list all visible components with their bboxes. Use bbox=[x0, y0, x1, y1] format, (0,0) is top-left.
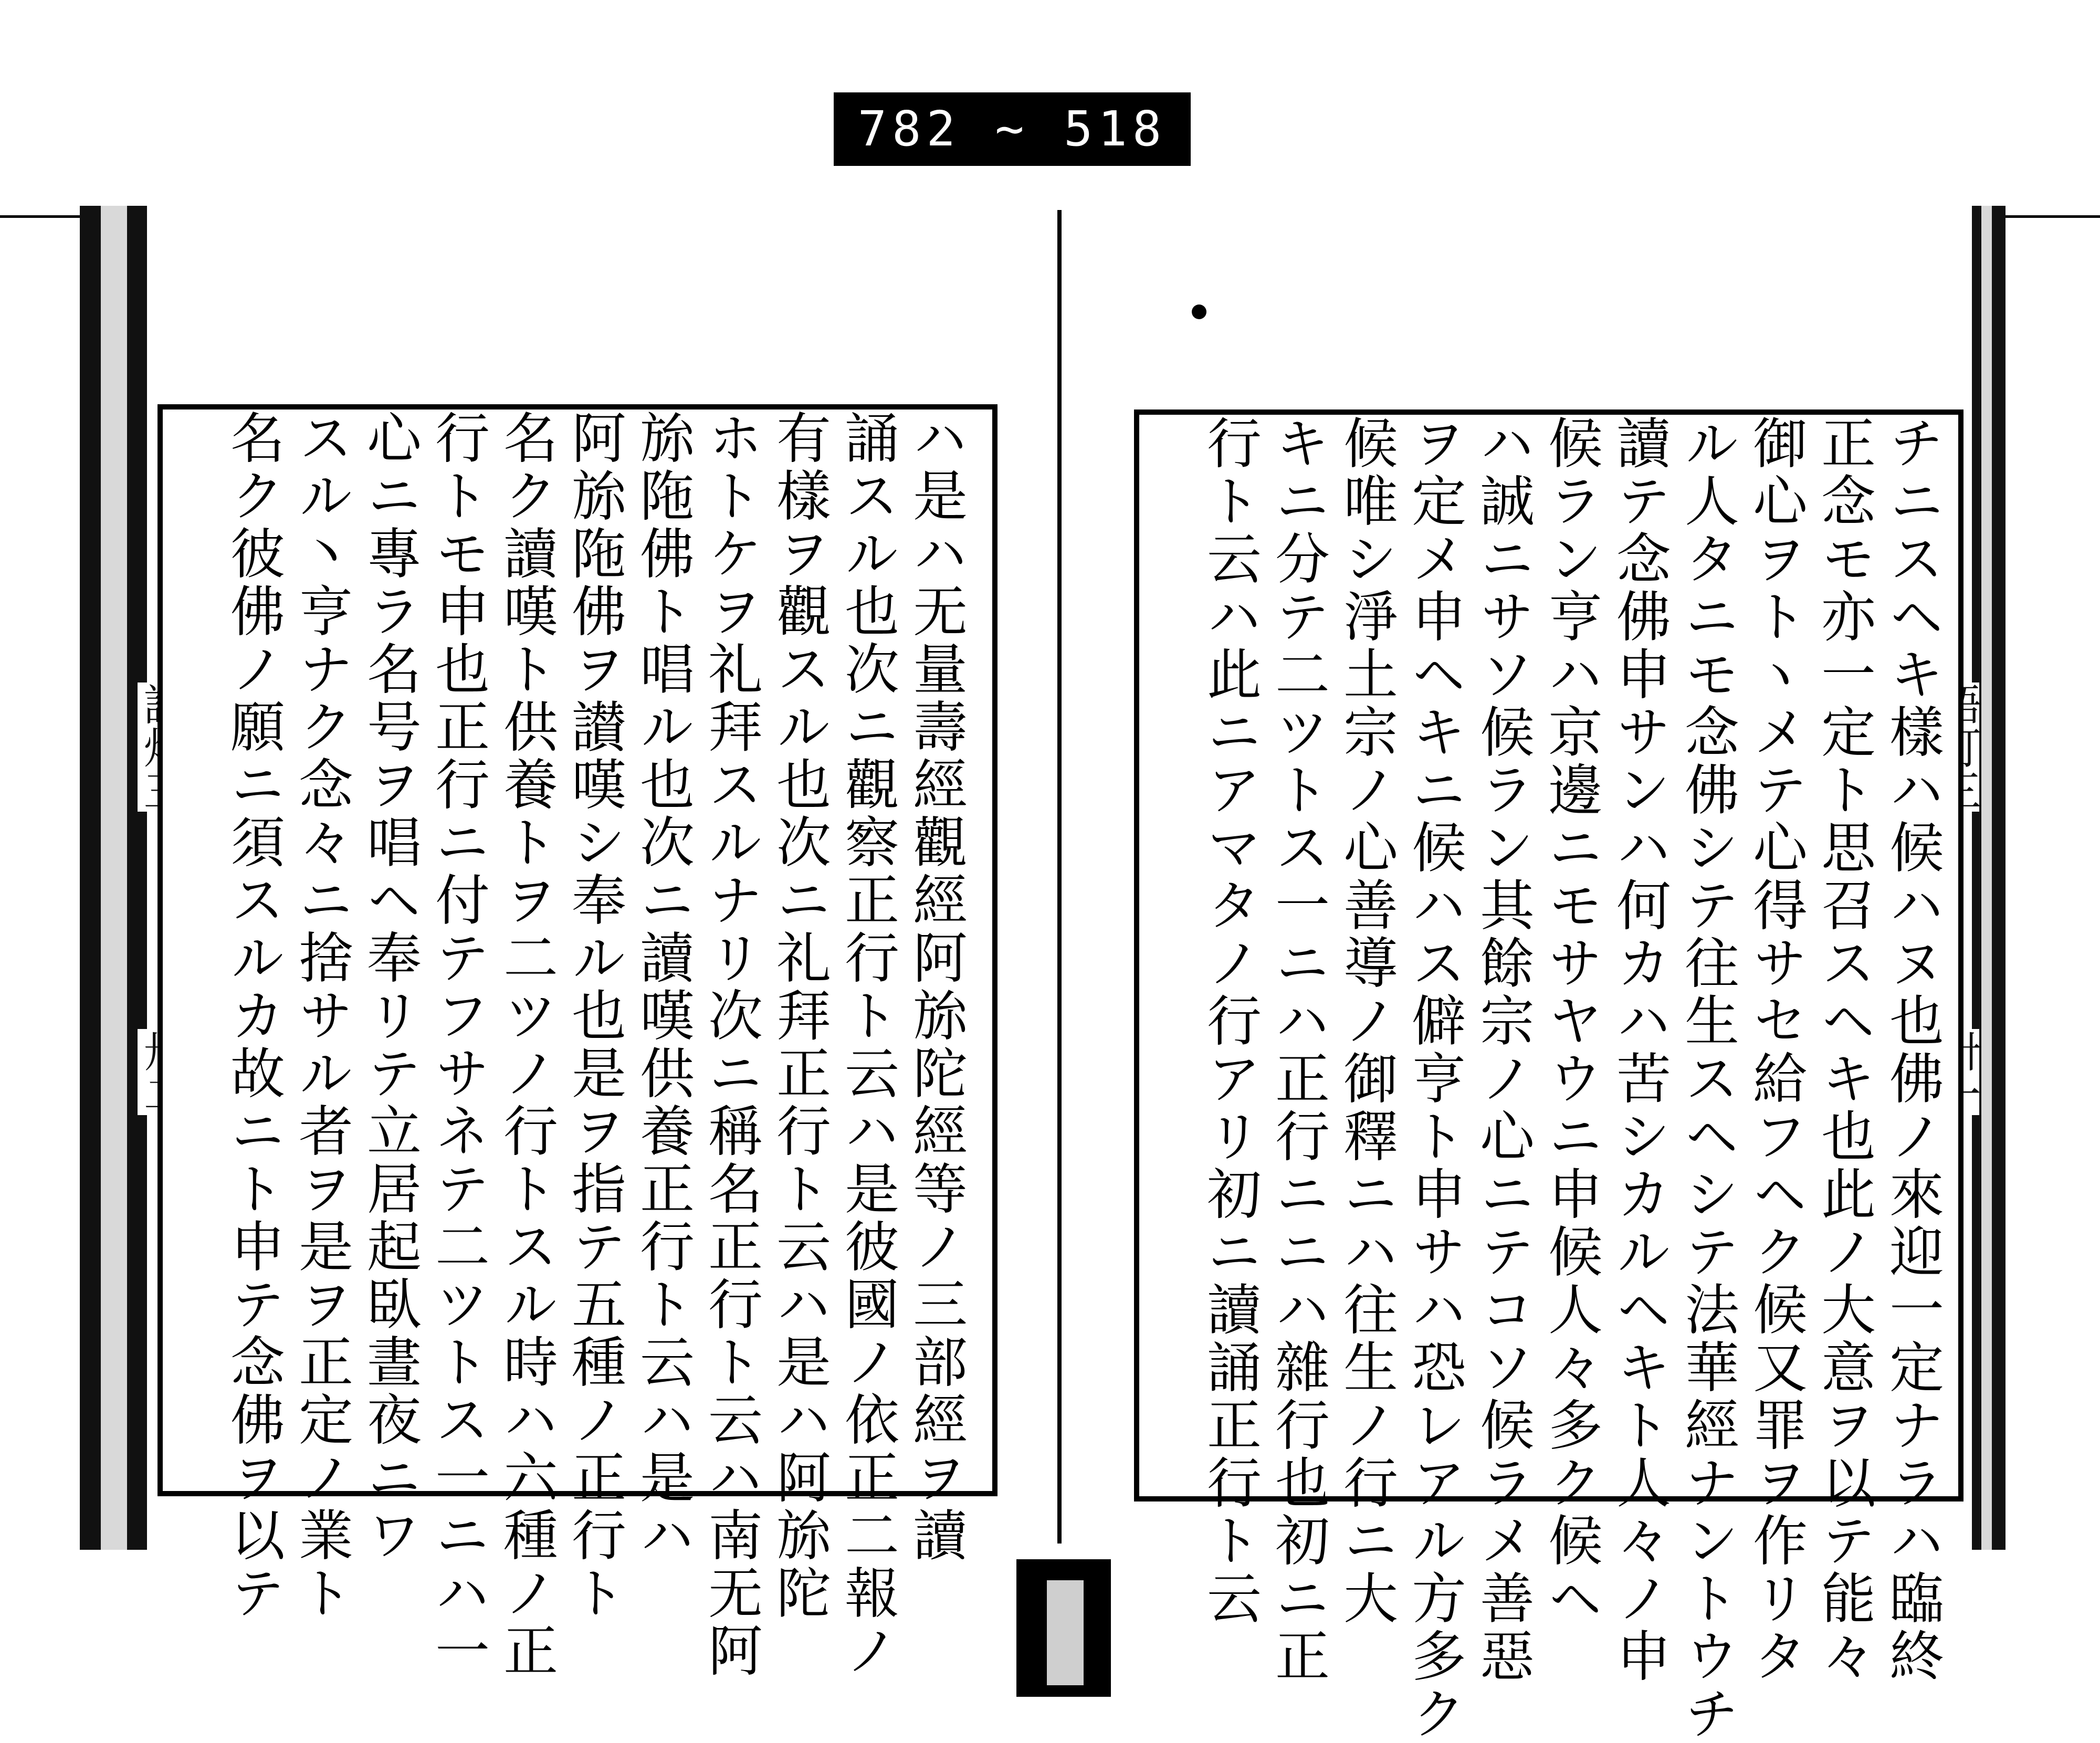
text-line: 誦スル也次ニ觀察正行ト云ハ是彼國ノ依正二報ノ bbox=[835, 410, 899, 1680]
text-line: ホトケヲ礼拜スルナリ次ニ稱名正行ト云ハ南无阿 bbox=[699, 410, 763, 1680]
text-line: 正念モ亦一定ト思召スヘキ也此ノ大意ヲ以テ能々 bbox=[1812, 415, 1876, 1685]
top-rule-right bbox=[2006, 215, 2100, 218]
gutter-binding bbox=[1016, 1559, 1111, 1697]
text-line: ハ是ハ无量壽經觀經阿旀陀經等ノ三部經ヲ讀 bbox=[904, 410, 968, 1564]
catalog-tag: 782 ∼ 518 bbox=[834, 92, 1191, 166]
text-line: 行ト云ハ此ニアマタノ行アリ初ニ讀誦正行ト云 bbox=[1198, 415, 1262, 1628]
text-line: 名ク彼佛ノ願ニ須スルカ故ニト申テ念佛ヲ以テ bbox=[221, 410, 285, 1622]
gutter-line bbox=[1057, 210, 1062, 1544]
text-line: 阿旀陁佛ヲ讃嘆シ奉ル也是ヲ指テ五種ノ正行ト bbox=[562, 410, 626, 1622]
text-line: チニスヘキ樣ハ候ハヌ也佛ノ來迎一定ナラハ臨終 bbox=[1880, 415, 1944, 1685]
text-line: 候ラン亨ハ京邊ニモサヤウニ申候人々多ク候ヘ bbox=[1539, 415, 1603, 1628]
text-line: 有樣ヲ觀スル也次ニ礼拜正行ト云ハ是ハ阿旀陀 bbox=[767, 410, 831, 1622]
text-line: 御心ヲトヽメテ心得サセ給フヘク候又罪ヲ作リタ bbox=[1744, 415, 1808, 1685]
text-line: 旀陁佛ト唱ル也次ニ讀嘆供養正行ト云ハ是ハ bbox=[631, 410, 695, 1564]
text-line: キニ分テ二ツトス一ニハ正行ニニハ雜行也初ニ正 bbox=[1266, 415, 1330, 1685]
left-binding-edge bbox=[80, 206, 147, 1550]
right-page-frame bbox=[1134, 410, 1964, 1743]
text-line: ハ誠ニサソ候ラン其餘宗ノ心ニテコソ候ラメ善惡 bbox=[1471, 415, 1535, 1685]
top-rule-left bbox=[0, 215, 84, 218]
left-page-frame bbox=[158, 404, 998, 1680]
text-line: 行トモ申也正行ニ付テフサネテ二ツトス一ニハ一 bbox=[426, 410, 490, 1680]
text-line: 名ク讀嘆ト供養トヲ二ツノ行トスル時ハ六種ノ正 bbox=[494, 410, 558, 1680]
text-line: ル人タニモ念佛シテ往生スヘシテ法華經ナントウチ bbox=[1675, 415, 1739, 1743]
text-line: ヲ定メ申ヘキニ候ハス僻亨ト申サハ恐レアル方多ク bbox=[1402, 415, 1466, 1743]
text-line: スル丶亨ナク念々ニ捨サル者ヲ是ヲ正定ノ業ト bbox=[289, 410, 353, 1622]
ink-mark bbox=[1192, 304, 1206, 319]
text-line: 心ニ專ラ名号ヲ唱ヘ奉リテ立居起臥晝夜ニワ bbox=[358, 410, 422, 1564]
right-binding-edge bbox=[1972, 206, 2006, 1550]
text-line: 讀テ念佛申サンハ何カハ苦シカルヘキト人々ノ申 bbox=[1607, 415, 1671, 1685]
text-line: 候唯シ淨土宗ノ心善導ノ御釋ニハ往生ノ行ニ大 bbox=[1334, 415, 1398, 1628]
